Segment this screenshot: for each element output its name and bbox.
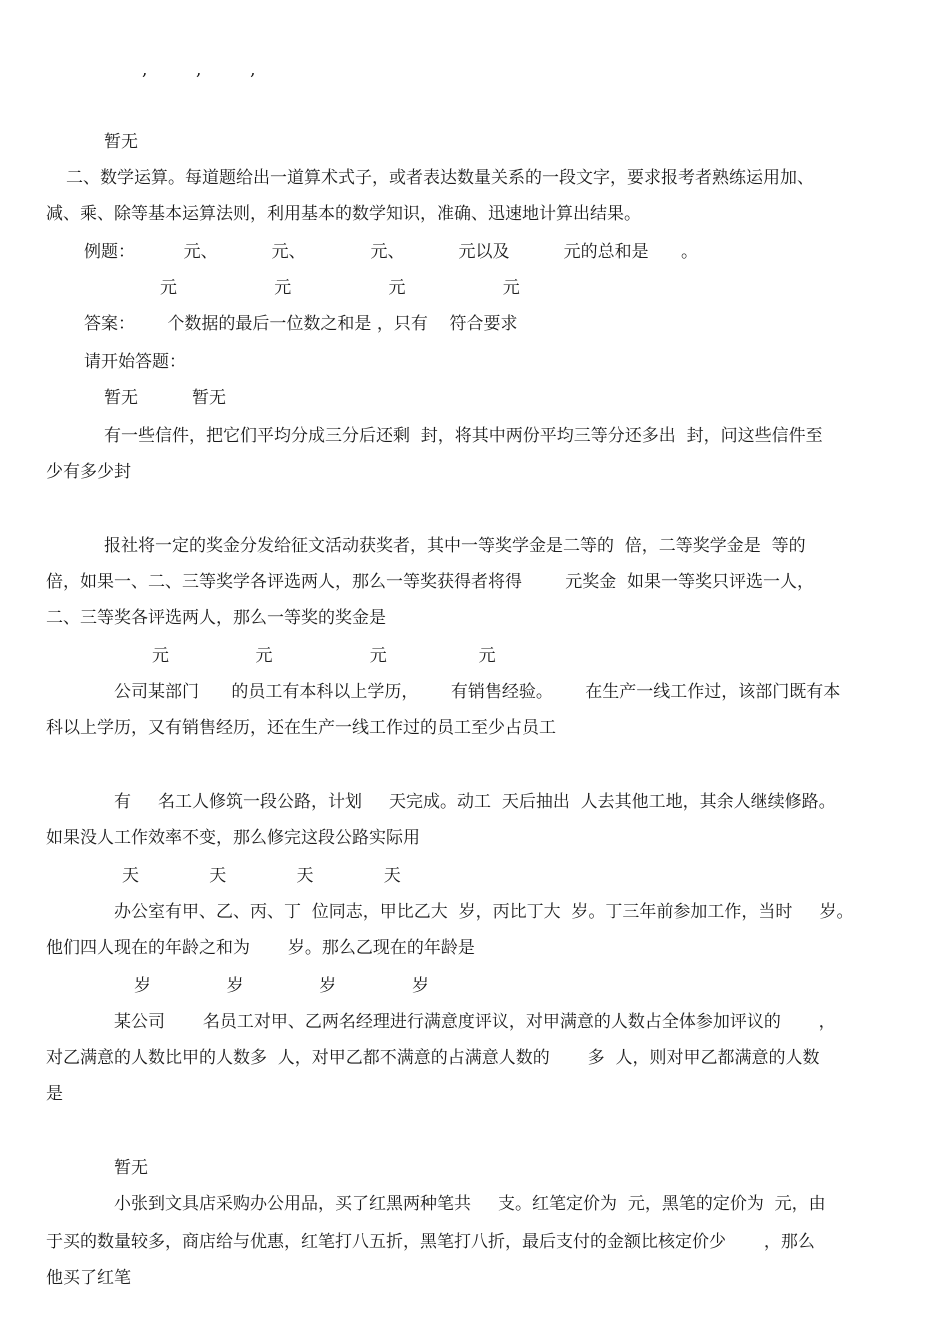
question-line: 有 名工人修筑一段公路，计划 天完成。动工 天后抽出 人去其他工地，其余人继续修路。 (114, 792, 836, 812)
question-line: 对乙满意的人数比甲的人数多 人，对甲乙都不满意的占满意人数的 多 人，则对甲乙都满意的人数 (46, 1048, 820, 1068)
text-line: 请开始答题： (84, 352, 186, 372)
question-line: 办公室有甲、乙、丙、丁 位同志，甲比乙大 岁，丙比丁大 岁。丁三年前参加工作，当时 岁。 (114, 902, 854, 922)
question-line: 如果没人工作效率不变，那么修完这段公路实际用 (46, 828, 420, 848)
options-line: 元 元 元 元 (152, 646, 496, 666)
options-line: 元 元 元 元 (160, 278, 520, 298)
question-line: 报社将一定的奖金分发给征文活动获奖者，其中一等奖学金是二等的 倍，二等奖学金是 等的 (104, 536, 806, 556)
question-line: 某公司 名员工对甲、乙两名经理进行满意度评议，对甲满意的人数占全体参加评议的 ， (114, 1012, 836, 1032)
question-line: 科以上学历，又有销售经历，还在生产一线工作过的员工至少占员工 (46, 718, 556, 738)
question-line: 公司某部门 的员工有本科以上学历， 有销售经验。 在生产一线工作过，该部门既有本 (114, 682, 841, 702)
text-line: 暂无 暂无 (104, 388, 227, 408)
text-line: 暂无 (114, 1158, 148, 1178)
options-line: 天 天 天 天 (122, 866, 401, 886)
text-line: 减、乘、除等基本运算法则，利用基本的数学知识，准确、迅速地计算出结果。 (46, 204, 641, 224)
question-line: 他们四人现在的年龄之和为 岁。那么乙现在的年龄是 (46, 938, 475, 958)
options-line: 岁 岁 岁 岁 (134, 976, 429, 996)
question-line: 他买了红笔 (46, 1268, 131, 1288)
question-line: 二、三等奖各评选两人，那么一等奖的奖金是 (46, 608, 386, 628)
text-line: , , , (142, 60, 256, 80)
question-line: 于买的数量较多，商店给与优惠，红笔打八五折，黑笔打八折，最后支付的金额比核定价少 ，那么 (46, 1232, 815, 1252)
question-line: 少有多少封 (46, 462, 131, 482)
question-line: 是 (46, 1084, 63, 1104)
question-line: 有一些信件，把它们平均分成三分后还剩 封，将其中两份平均三等分还多出 封，问这些信件至 (104, 426, 823, 446)
section-heading: 二、数学运算。每道题给出一道算术式子，或者表达数量关系的一段文字，要求报考者熟练运用加、 (66, 168, 814, 188)
question-line: 倍，如果一、二、三等奖学各评选两人，那么一等奖获得者将得 元奖金 如果一等奖只评选一人， (46, 572, 815, 592)
text-line: 暂无 (104, 132, 138, 152)
example-line: 例题： 元、 元、 元、 元以及 元的总和是 。 (84, 242, 699, 262)
question-line: 小张到文具店采购办公用品，买了红黑两种笔共 支。红笔定价为 元，黑笔的定价为 元，由 (114, 1194, 826, 1214)
answer-line: 答案： 个数据的最后一位数之和是 ，只有 符合要求 (84, 314, 518, 334)
